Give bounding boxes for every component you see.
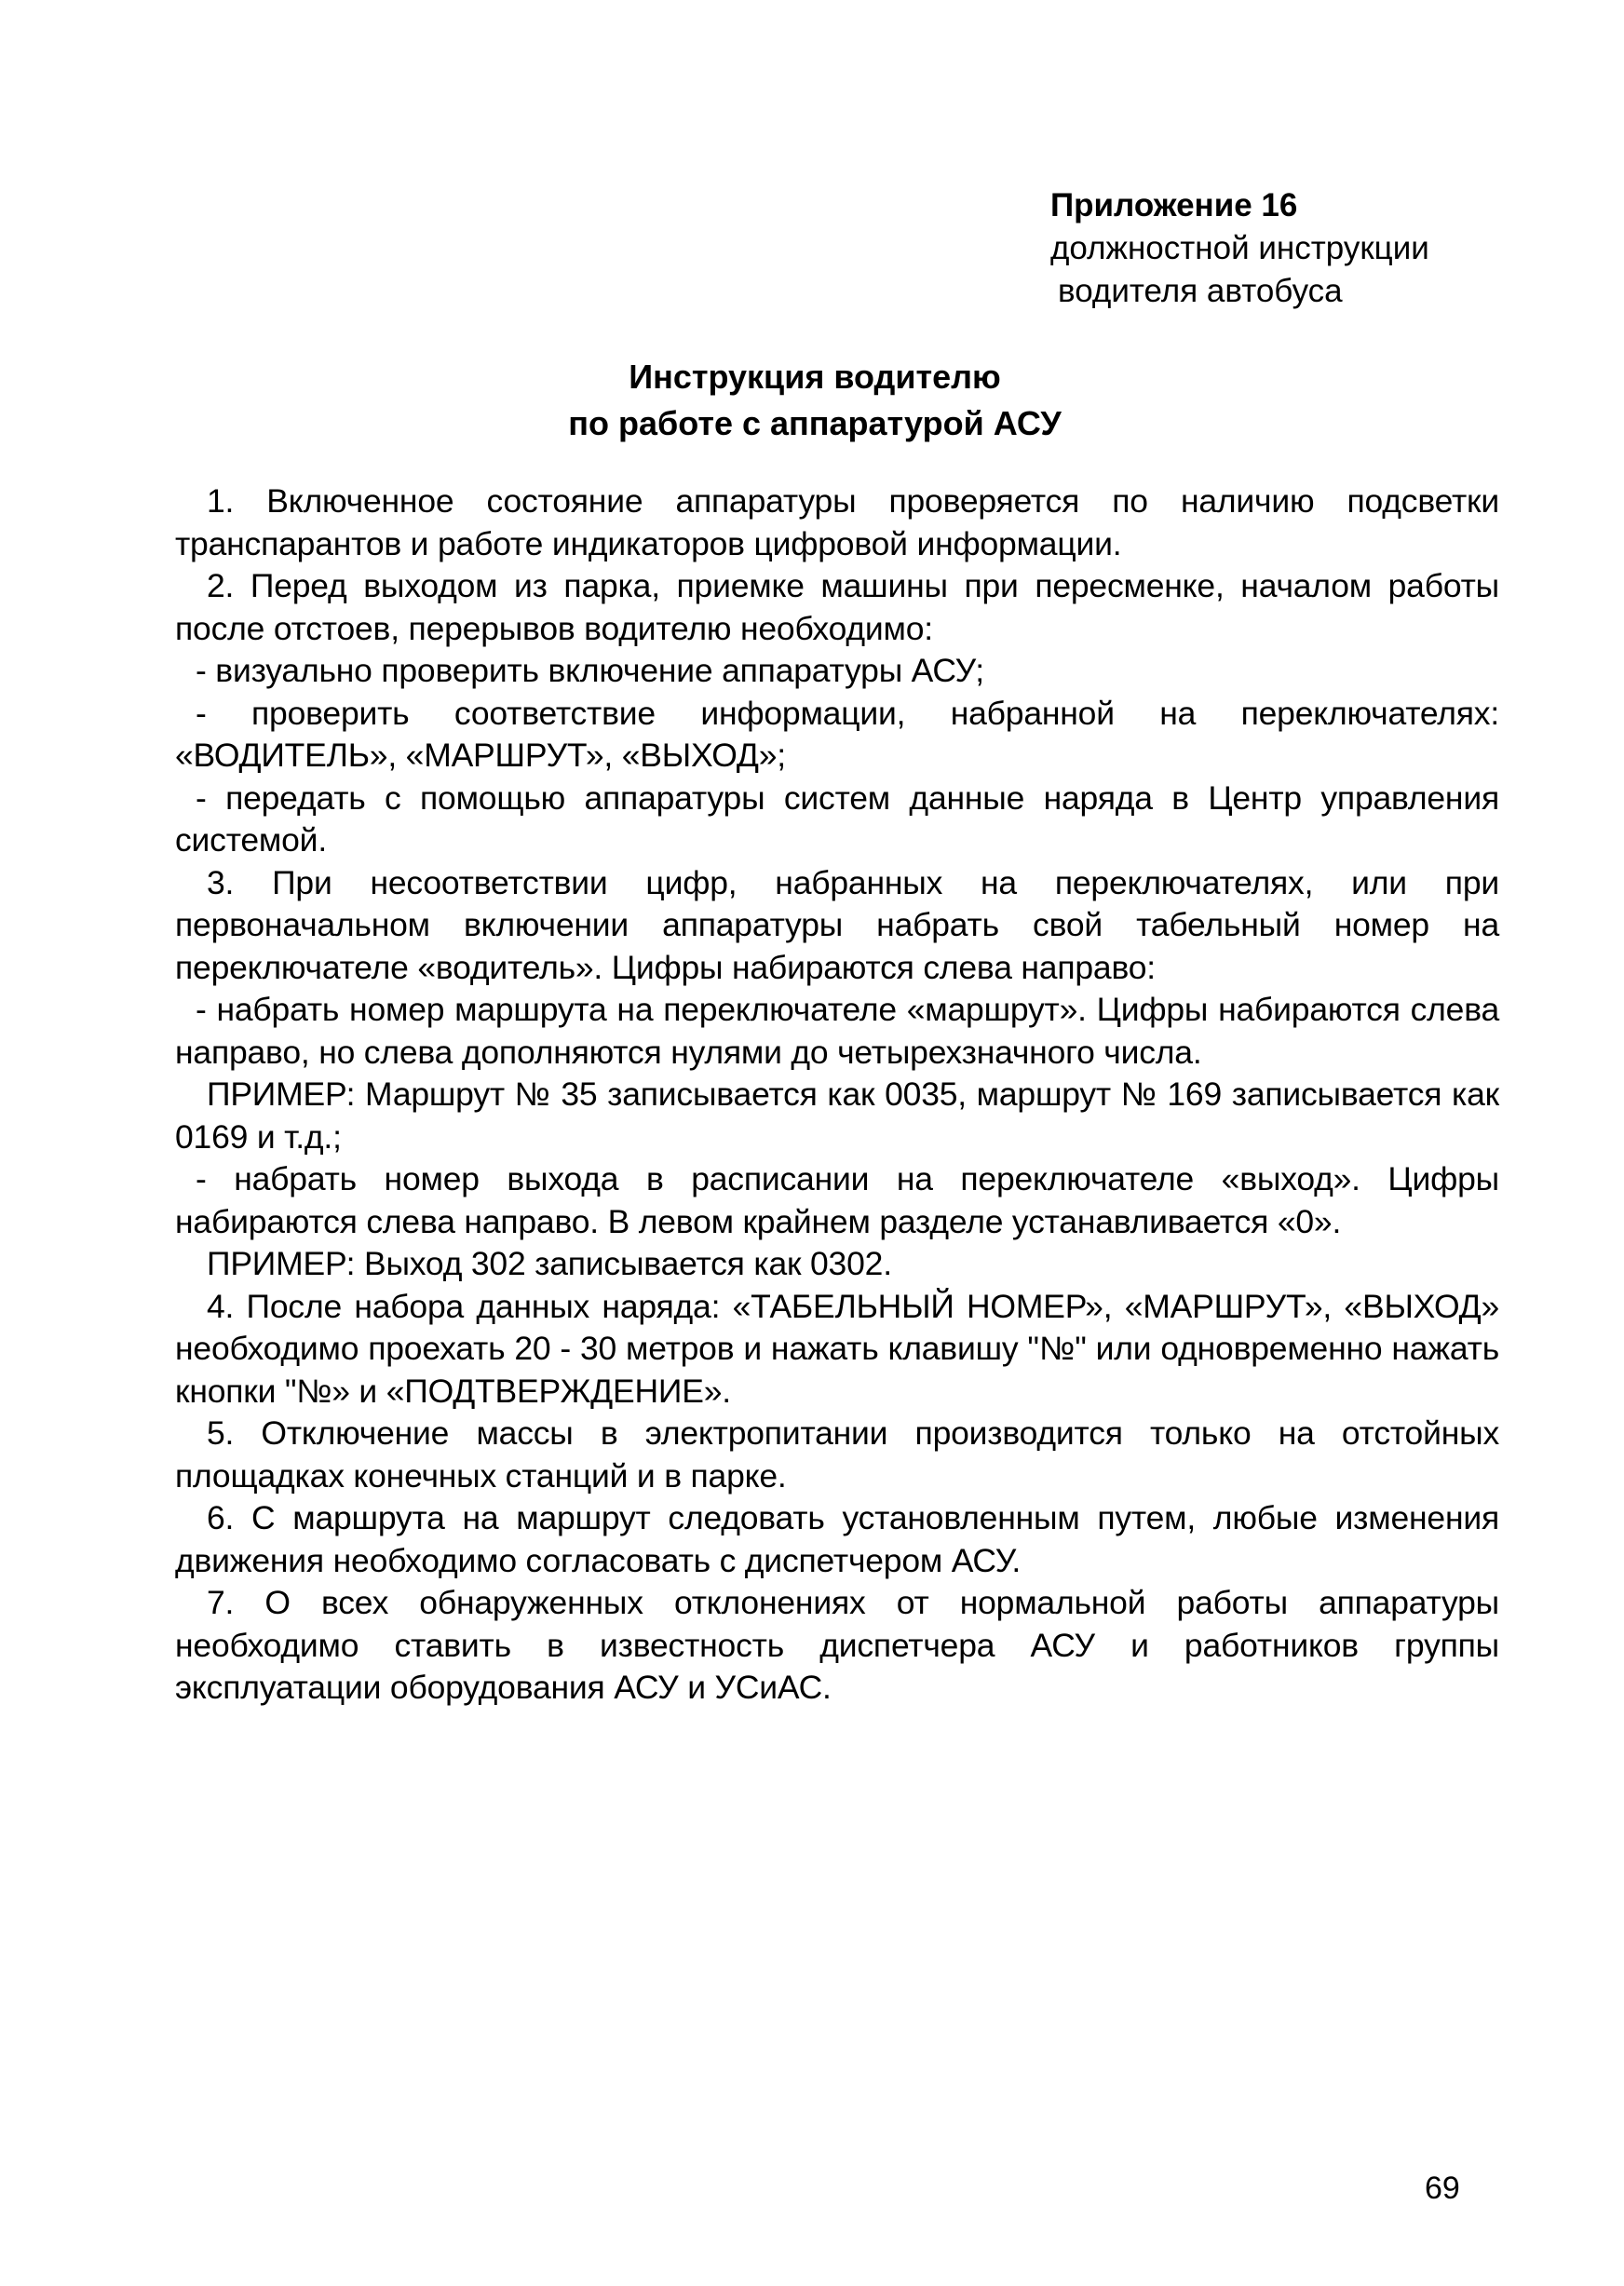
paragraph-subitem: - проверить соответствие информации, набранной на переключателях: «ВОДИТЕЛЬ», «МАРШРУТ», «ВЫХОД»; [175, 694, 1499, 774]
paragraph-subitem: - визуально проверить включение аппаратуры АСУ; [196, 652, 984, 689]
paragraph-item-5: 5. Отключение массы в электропитании производится только на отстойных площадках конечных станций и в парке. [175, 1414, 1499, 1495]
paragraph-item-7: 7. О всех обнаруженных отклонениях от нормальной работы аппаратуры необходимо ставить в известность диспетчера АСУ и работников группы эксплуатации оборудования АСУ и УСиАС. [175, 1584, 1499, 1706]
title-line-2: по работе с аппаратурой АСУ [568, 404, 1062, 442]
paragraph-example: ПРИМЕР: Выход 302 записывается как 0302. [207, 1245, 892, 1282]
appendix-line-1: должностной инструкции [1050, 230, 1429, 266]
page-number: 69 [1425, 2171, 1460, 2206]
document-title [242, 354, 1387, 447]
appendix-title: Приложение 16 [1050, 187, 1298, 223]
instruction-body [175, 480, 1499, 1710]
title-line-1: Инструкция водителю [629, 358, 1001, 396]
paragraph-subitem: - передать с помощью аппаратуры систем данные наряда в Центр управления системой. [175, 778, 1499, 859]
paragraph-subitem: - набрать номер выхода в расписании на переключателе «выход». Цифры набираются слева направо. В левом крайнем разделе устанавливается «0». [175, 1160, 1499, 1240]
paragraph-item-4: 4. После набора данных наряда: «ТАБЕЛЬНЫЙ НОМЕР», «МАРШРУТ», «ВЫХОД» необходимо проехать 20 - 30 метров и нажать клавишу "№" или одновременно нажать кнопки "№» и «ПОДТВЕРЖДЕНИЕ». [175, 1287, 1499, 1410]
paragraph-example: ПРИМЕР: Маршрут № 35 записывается как 0035, маршрут № 169 записывается как 0169 и т.д.; [175, 1075, 1499, 1156]
paragraph-item-1: 1. Включенное состояние аппаратуры проверяется по наличию подсветки транспарантов и работе индикаторов цифровой информации. [175, 482, 1499, 562]
paragraph-subitem: - набрать номер маршрута на переключателе «маршрут». Цифры набираются слева направо, но слева дополняются нулями до четырехзначного числа. [175, 991, 1499, 1071]
paragraph-item-3: 3. При несоответствии цифр, набранных на переключателях, или при первоначальном включении аппаратуры набрать свой табельный номер на переключателе «водитель». Цифры набираются слева направо: [175, 863, 1499, 986]
paragraph-item-6: 6. С маршрута на маршрут следовать установленным путем, любые изменения движения необходимо согласовать с диспетчером АСУ. [175, 1499, 1499, 1579]
paragraph-item-2: 2. Перед выходом из парка, приемке машины при пересменке, началом работы после отстоев, перерывов водителю необходимо: [175, 567, 1499, 647]
appendix-header [1050, 184, 1535, 313]
appendix-line-2: водителя автобуса [1058, 273, 1343, 309]
